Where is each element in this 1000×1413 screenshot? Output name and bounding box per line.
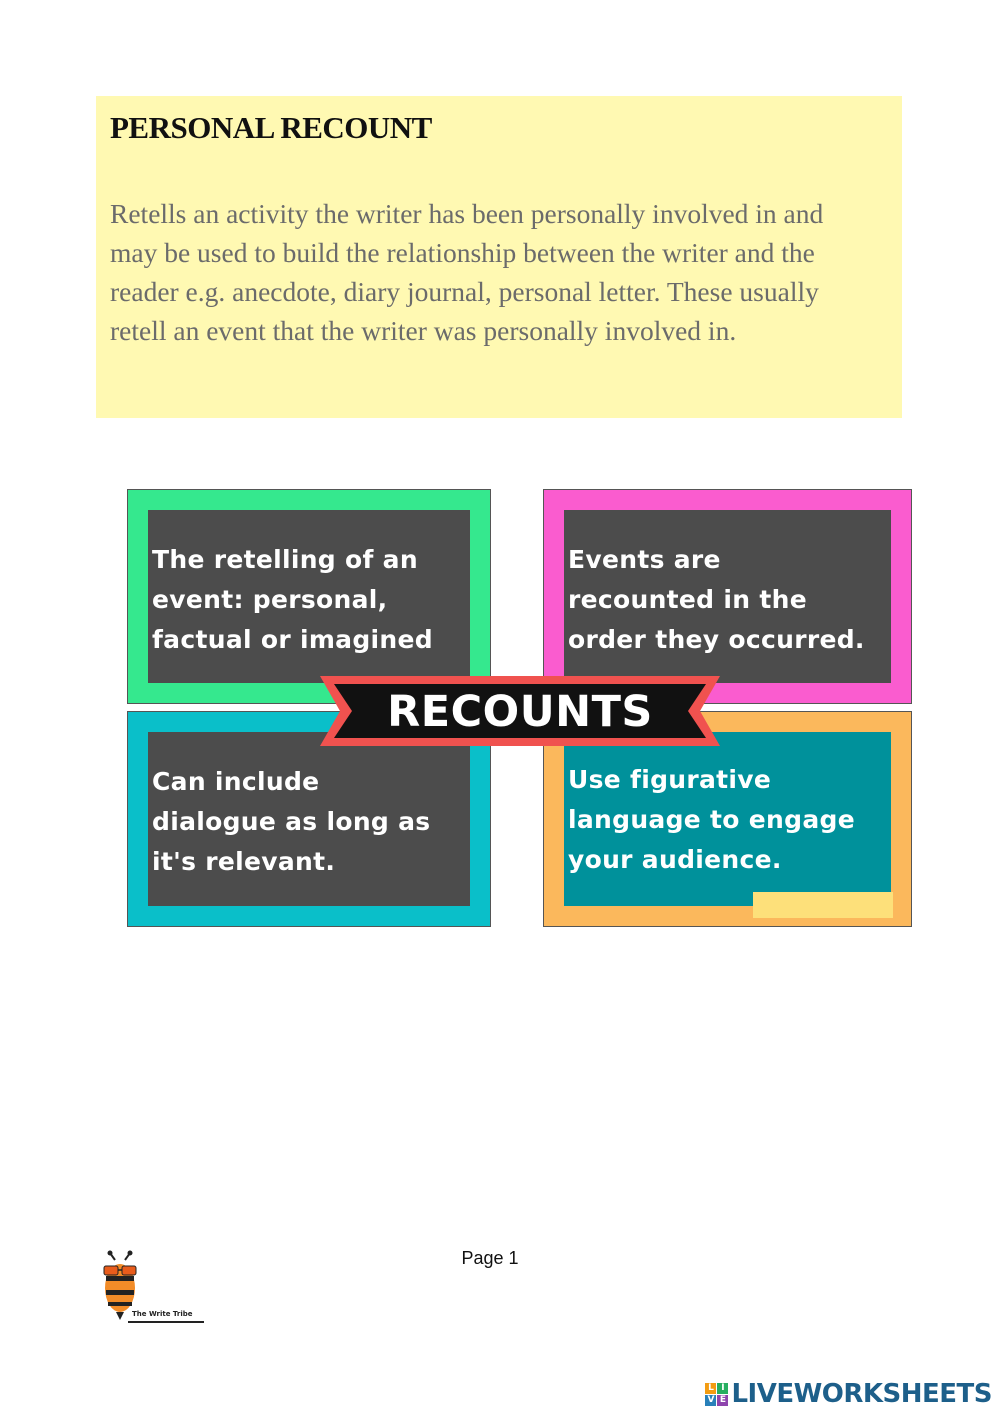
definition-box [96,96,902,418]
liveworksheets-mark [705,1383,728,1406]
card-panel [564,732,891,906]
logo-caption: The Write Tribe [132,1310,193,1318]
page-number: Page 1 [461,1248,519,1268]
brand-mark-letter: I [717,1383,728,1394]
brand-mark-letter: L [705,1383,716,1394]
logo-underline [128,1321,204,1323]
definition-text: Retells an activity the writer has been personally involved in and may be used to build the relationship between the writer and the reader e.g. anecdote, diary journal, personal letter. These usually retell an event that the writer was personally involved in. [110,198,824,346]
card-panel [148,732,470,906]
recounts-banner [320,672,720,750]
card-panel [148,510,470,683]
card-panel [564,510,891,683]
page-title: PERSONAL RECOUNT [110,110,432,145]
card-text: Use figurative language to engage your audience. [568,765,855,874]
liveworksheets-logo-icon[interactable] [705,1378,992,1410]
corner-decoration [753,892,893,918]
card-text: Can include dialogue as long as it's relevant. [152,767,431,876]
card-text: The retelling of an event: personal, factual or imagined [152,545,433,654]
liveworksheets-brand-text: LIVEWORKSHEETS [731,1379,992,1409]
card-text: Events are recounted in the order they occurred. [568,545,865,654]
brand-mark-letter: V [705,1395,716,1406]
brand-mark-letter: E [717,1395,728,1406]
banner-title: RECOUNTS [387,687,653,737]
